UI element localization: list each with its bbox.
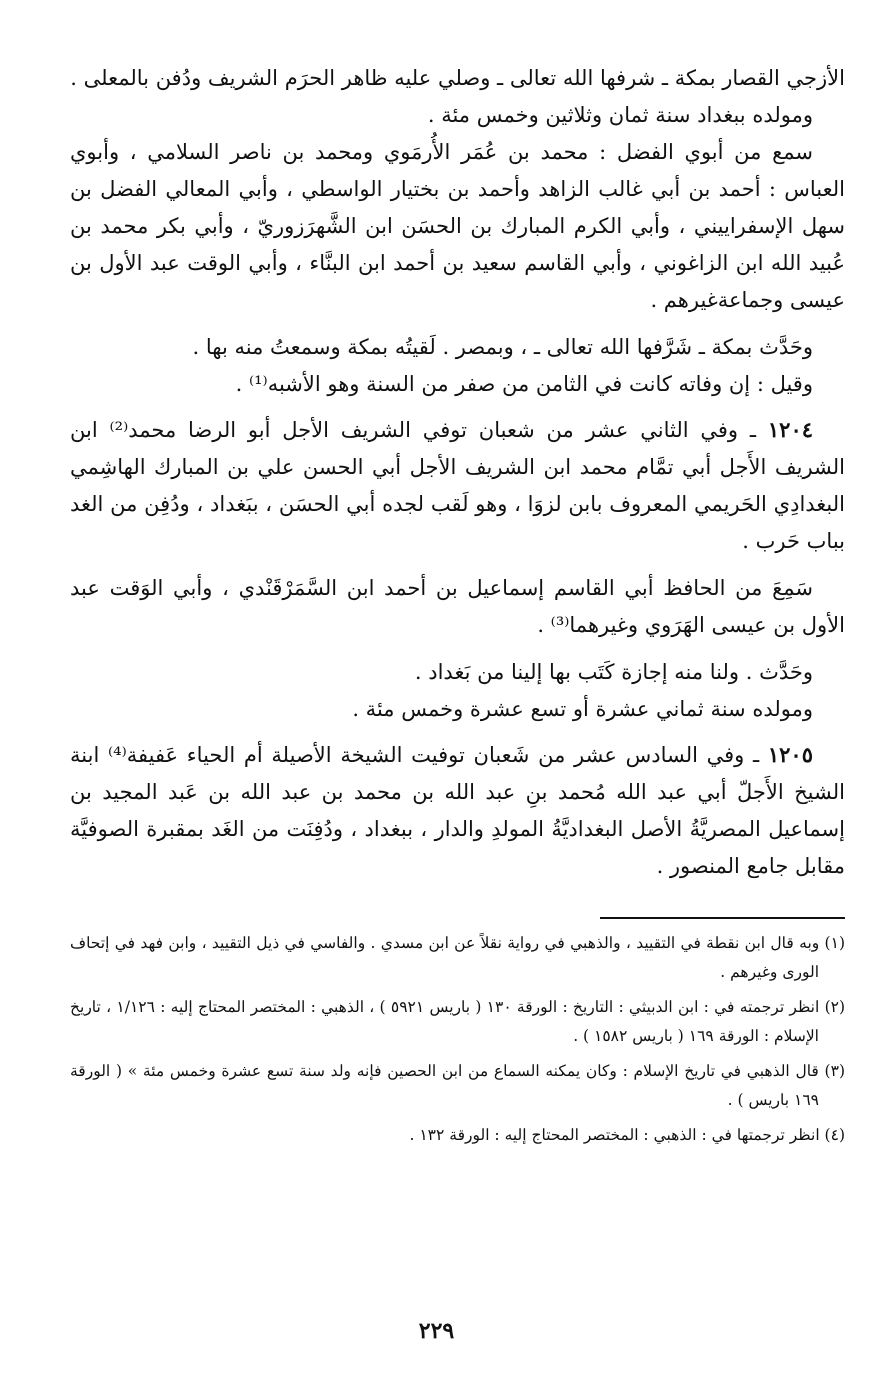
footnote: (٣) قال الذهبي في تاريخ الإسلام : وكان يمكنه السماع من ابن الحصين فإنه ولد سنة تسع عشرة وخمس مئة » ( الورقة ١٦٩ باريس ) . bbox=[70, 1062, 845, 1109]
entry-number: ١٢٠٥ bbox=[767, 742, 813, 767]
paragraph-text: سمع من أبوي الفضل : محمد بن عُمَر الأُرمَوي ومحمد بن ناصر السلامي ، وأبوي العباس : أحمد بن أبي غالب الزاهد وأحمد بن بختيار الواسطي ، وأبي المعالي الفضل بن سهل الإسفراييني ، وأبي الكرم المبارك بن الحسَن ابن الشَّهرَزوريّ ، وأبي بكر محمد بن عُبيد الله ابن الزاغوني ، وأبي القاسم سعيد بن أحمد ابن البنَّاء ، وأبي الوقت عبد الأول بن عيسى وجماعةغيرهم . bbox=[70, 140, 845, 312]
entry-paragraph bbox=[70, 411, 845, 560]
paragraph bbox=[70, 329, 845, 366]
paragraph bbox=[70, 97, 845, 134]
footnotes bbox=[70, 929, 845, 1150]
page-number: ٢٢٩ bbox=[418, 1318, 455, 1344]
paragraph-text: ـ وفي الثاني عشر من شعبان توفي الشريف الأجل أبو الرضا محمد⁽²⁾ ابن الشريف الأَجل أبي تمَّام محمد ابن الشريف الأجل أبي الحسن علي بن المبارك الهاشِمي البغدادِي الحَريمي المعروف بابن لزوَا ، وهو لَقب لجده أبي الحسَن ، ببَغداد ، ودُفِن من الغد بباب حَرب . bbox=[70, 418, 845, 553]
main-text bbox=[70, 60, 845, 885]
paragraph bbox=[70, 60, 845, 97]
footnote: (٢) انظر ترجمته في : ابن الدبيثي : التاريخ : الورقة ١٣٠ ( باريس ٥٩٢١ ) ، الذهبي : المختصر المحتاج إليه : ١/١٢٦ ، تاريخ الإسلام : الورقة ١٦٩ ( باريس ١٥٨٢ ) . bbox=[70, 998, 846, 1045]
paragraph bbox=[70, 654, 845, 691]
entry-number: ١٢٠٤ bbox=[767, 417, 814, 442]
paragraph bbox=[70, 570, 845, 644]
paragraph-text: ـ وفي السادس عشر من شَعبان توفيت الشيخة الأصيلة أم الحياء عَفيفة⁽⁴⁾ ابنة الشيخ الأَجلّ أبي عبد الله مُحمد بنِ عبد الله بن محمد بن عبد الله بن عَبد المجيد بن إسماعيل المصريَّةُ الأصل البغداديَّةُ المولدِ والدار ، ببغداد ، ودُفِنَت من الغَد بمقبرة الصوفيَّة مقابل جامع المنصور . bbox=[70, 743, 845, 878]
paragraph bbox=[70, 134, 845, 319]
paragraph bbox=[70, 691, 845, 728]
paragraph-text: ومولده ببغداد سنة ثمان وثلاثين وخمس مئة . bbox=[427, 103, 813, 127]
paragraph-text: وحَدَّث بمكة ـ شَرَّفها الله تعالى ـ ، وبمصر . لَقيتُه بمكة وسمعتُ منه بها . bbox=[192, 335, 813, 359]
paragraph-text: وقيل : إن وفاته كانت في الثامن من صفر من السنة وهو الأشبه⁽¹⁾ . bbox=[235, 372, 813, 396]
entry-paragraph bbox=[70, 736, 845, 885]
paragraph-text: وحَدَّث . ولنا منه إجازة كَتَب بها إلينا من بَغداد . bbox=[414, 660, 813, 684]
paragraph-text: سَمِعَ من الحافظ أبي القاسم إسماعيل بن أحمد ابن السَّمَرْقَنْدي ، وأبي الوَقت عبد الأول بن عيسى الهَرَوي وغيرهما⁽³⁾ . bbox=[70, 576, 845, 637]
footnote: (٤) انظر ترجمتها في : الذهبي : المختصر المحتاج إليه : الورقة ١٣٢ . bbox=[409, 1126, 845, 1144]
paragraph bbox=[70, 366, 845, 403]
footnote-divider bbox=[600, 917, 845, 919]
footnote: (١) وبه قال ابن نقطة في التقييد ، والذهبي في رواية نقلاً عن ابن مسدي . والفاسي في ذيل التقييد ، وابن فهد في إتحاف الورى وغيرهم . bbox=[70, 934, 845, 981]
paragraph-text: الأزجي القصار بمكة ـ شرفها الله تعالى ـ وصلي عليه ظاهر الحرَم الشريف ودُفن بالمعلى . bbox=[70, 66, 845, 90]
paragraph-text: ومولده سنة ثماني عشرة أو تسع عشرة وخمس مئة . bbox=[352, 697, 813, 721]
